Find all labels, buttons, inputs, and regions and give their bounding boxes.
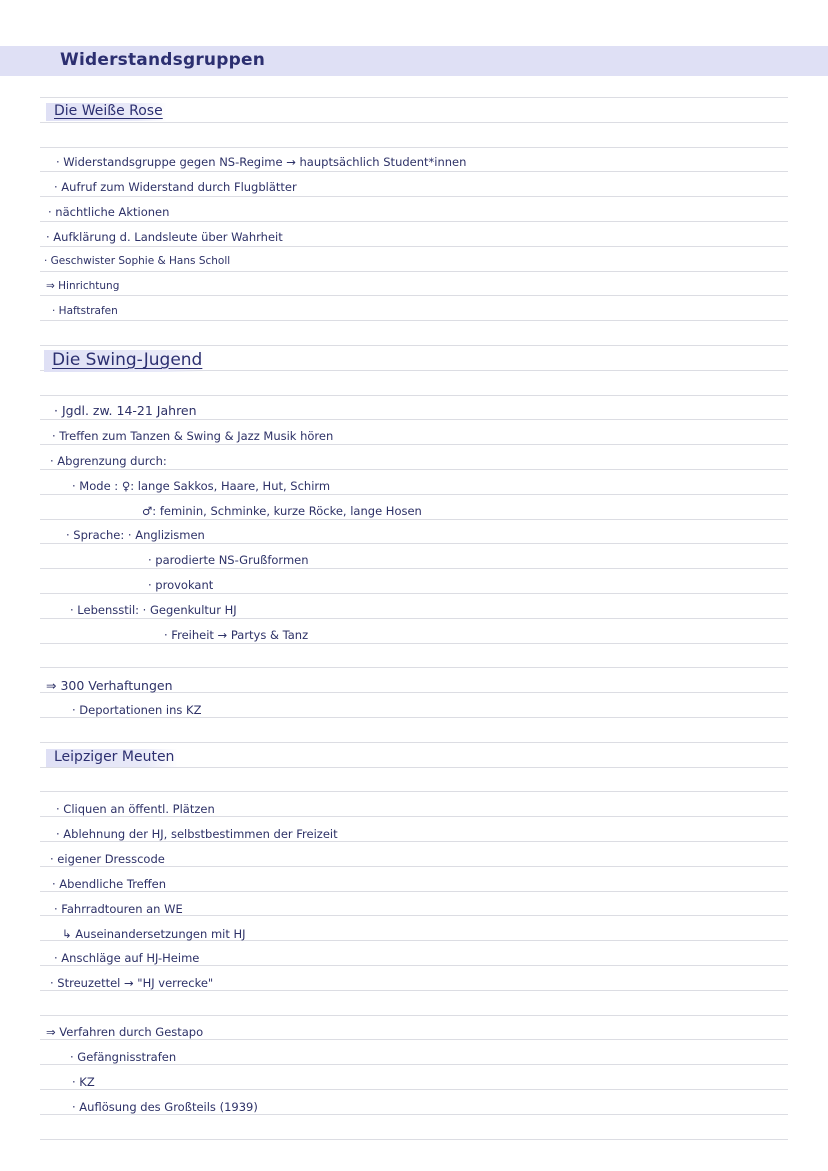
list-item: · Lebensstil: · Gegenkultur HJ — [70, 603, 237, 617]
list-item: ⇒ Verfahren durch Gestapo — [46, 1025, 204, 1039]
ruled-line — [40, 246, 788, 247]
page-title: Widerstandsgruppen — [60, 50, 265, 70]
ruled-line — [40, 469, 788, 470]
list-item: · eigener Dresscode — [50, 852, 165, 866]
list-item: · Fahrradtouren an WE — [54, 902, 183, 916]
ruled-line — [40, 667, 788, 668]
list-item: · KZ — [72, 1075, 95, 1089]
list-item: · Ablehnung der HJ, selbstbestimmen der Freizeit — [56, 827, 338, 841]
list-item: · Auflösung des Großteils (1939) — [72, 1100, 258, 1114]
list-item: · Jgdl. zw. 14-21 Jahren — [54, 403, 197, 418]
ruled-line — [40, 866, 788, 867]
list-item: · Treffen zum Tanzen & Swing & Jazz Musik hören — [52, 429, 334, 443]
ruled-line — [40, 568, 788, 569]
list-item: · provokant — [148, 578, 214, 592]
list-item: · Streuzettel → "HJ verrecke" — [50, 976, 214, 990]
ruled-line — [40, 717, 788, 718]
ruled-line — [40, 543, 788, 544]
list-item: · Haftstrafen — [52, 305, 118, 317]
ruled-line — [40, 419, 788, 420]
ruled-line — [40, 990, 788, 991]
ruled-line — [40, 1015, 788, 1016]
ruled-line — [40, 320, 788, 321]
ruled-line — [40, 593, 788, 594]
ruled-line — [40, 519, 788, 520]
list-item: · nächtliche Aktionen — [48, 205, 170, 219]
ruled-line — [40, 271, 788, 272]
list-item: · Abgrenzung durch: — [50, 454, 167, 468]
ruled-line — [40, 444, 788, 445]
ruled-line — [40, 196, 788, 197]
list-item: · Aufruf zum Widerstand durch Flugblätter — [54, 180, 297, 194]
list-item: · Widerstandsgruppe gegen NS-Regime → hauptsächlich Student*innen — [56, 155, 467, 169]
ruled-line — [40, 841, 788, 842]
ruled-line — [40, 1039, 788, 1040]
ruled-line — [40, 643, 788, 644]
list-item: ↳ Auseinandersetzungen mit HJ — [62, 927, 246, 941]
list-item: ⇒ Hinrichtung — [46, 280, 120, 292]
list-item: · Mode : ♀: lange Sakkos, Haare, Hut, Schirm — [72, 479, 331, 493]
ruled-line — [40, 221, 788, 222]
list-item: · Deportationen ins KZ — [72, 703, 202, 717]
ruled-line — [40, 767, 788, 768]
ruled-line — [40, 791, 788, 792]
list-item: · Gefängnisstrafen — [70, 1050, 177, 1064]
ruled-line — [40, 147, 788, 148]
section-heading-swing-jugend: Die Swing-Jugend — [44, 350, 206, 372]
ruled-line — [40, 345, 788, 346]
ruled-line — [40, 295, 788, 296]
ruled-line — [40, 171, 788, 172]
list-item: · Sprache: · Anglizismen — [66, 528, 205, 542]
ruled-line — [40, 97, 788, 98]
list-item: · Cliquen an öffentl. Plätzen — [56, 802, 215, 816]
ruled-line — [40, 965, 788, 966]
ruled-line — [40, 742, 788, 743]
list-item: · Abendliche Treffen — [52, 877, 167, 891]
ruled-line — [40, 1064, 788, 1065]
list-item: · Aufklärung d. Landsleute über Wahrheit — [46, 230, 283, 244]
list-item: · parodierte NS-Grußformen — [148, 553, 309, 567]
list-item: · Freiheit → Partys & Tanz — [164, 628, 309, 642]
list-item: ⇒ 300 Verhaftungen — [46, 678, 173, 693]
ruled-line — [40, 494, 788, 495]
ruled-line — [40, 395, 788, 396]
ruled-line — [40, 816, 788, 817]
list-item: · Geschwister Sophie & Hans Scholl — [44, 255, 231, 267]
list-item: · Anschläge auf HJ-Heime — [54, 951, 200, 965]
ruled-line — [40, 891, 788, 892]
section-heading-leipziger-meuten: Leipziger Meuten — [46, 749, 178, 767]
ruled-line — [40, 1114, 788, 1115]
ruled-line — [40, 1139, 788, 1140]
section-heading-weisse-rose: Die Weiße Rose — [46, 103, 167, 121]
ruled-line — [40, 618, 788, 619]
list-item: ♂: feminin, Schminke, kurze Röcke, lange Hosen — [142, 504, 422, 518]
ruled-line — [40, 1089, 788, 1090]
ruled-line — [40, 122, 788, 123]
